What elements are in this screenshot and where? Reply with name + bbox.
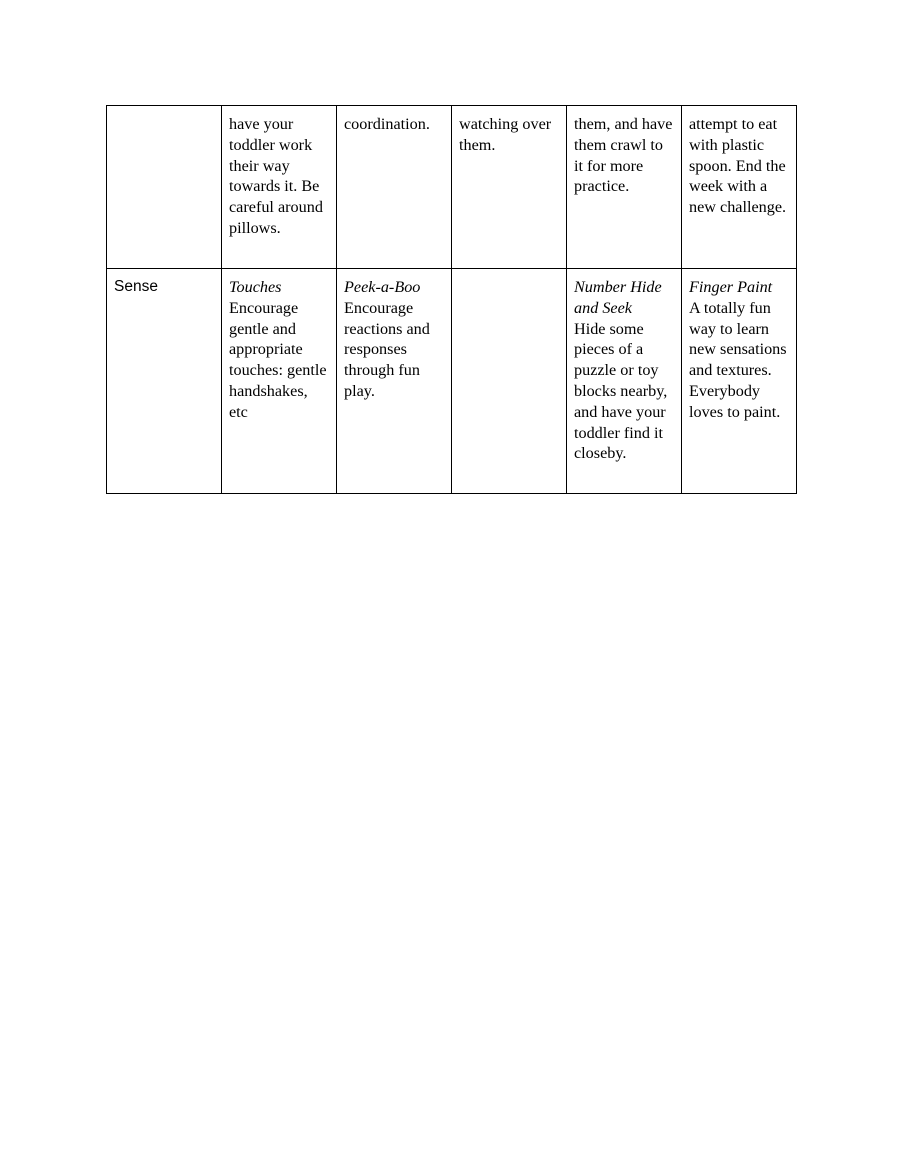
activity-cell: [567, 269, 682, 494]
activity-title: Number Hide and Seek: [574, 278, 662, 317]
activity-cell: [682, 106, 797, 269]
activity-cell: [222, 269, 337, 494]
activity-text: have your toddler work their way towards it. Be careful around pillows.: [229, 115, 323, 237]
table-row: [107, 269, 797, 494]
activity-cell: [222, 106, 337, 269]
row-label: Sense: [114, 278, 158, 295]
activity-cell: [452, 106, 567, 269]
activity-cell: [337, 106, 452, 269]
activity-cell: [567, 106, 682, 269]
row-label-cell: [107, 106, 222, 269]
row-label-cell: [107, 269, 222, 494]
activity-table: [106, 105, 797, 494]
activity-text: Encourage reactions and responses through fun play.: [344, 298, 430, 400]
activity-text: attempt to eat with plastic spoon. End the week with a new challenge.: [689, 115, 787, 217]
activity-text: Hide some pieces of a puzzle or toy blocks nearby, and have your toddler find it closeby.: [574, 319, 668, 463]
activity-text: coordination.: [344, 115, 430, 133]
activity-text: A totally fun way to learn new sensations and textures. Everybody loves to paint.: [689, 298, 787, 421]
activity-cell-empty: [452, 269, 567, 494]
activity-text: Encourage gentle and appropriate touches: gentle handshakes, etc: [229, 298, 327, 421]
activity-text: watching over them.: [459, 115, 552, 154]
table-row: [107, 106, 797, 269]
activity-title: Touches: [229, 278, 282, 296]
activity-title: Finger Paint: [689, 278, 773, 296]
activity-text: them, and have them crawl to it for more practice.: [574, 115, 673, 196]
activity-cell: [682, 269, 797, 494]
activity-title: Peek-a-Boo: [344, 278, 421, 296]
activity-cell: [337, 269, 452, 494]
